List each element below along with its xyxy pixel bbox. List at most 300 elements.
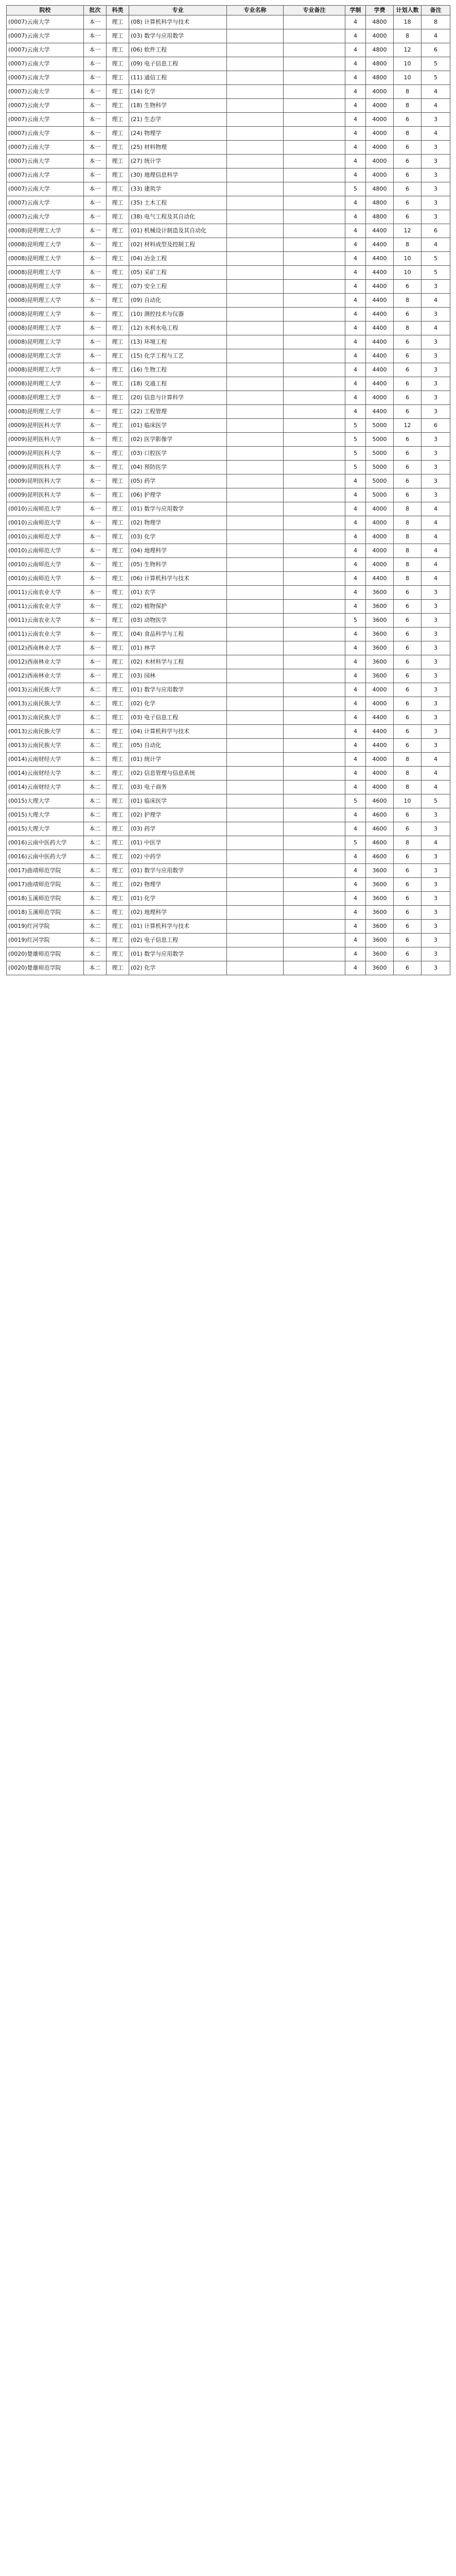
table-cell: (05) 采矿工程: [129, 266, 227, 280]
table-row: [7, 683, 450, 697]
table-cell: 3: [422, 113, 450, 127]
table-cell: [284, 391, 345, 405]
table-cell: [284, 433, 345, 447]
table-cell: (06) 软件工程: [129, 43, 227, 57]
table-cell: (0008)昆明理工大学: [7, 349, 84, 363]
table-cell: [284, 892, 345, 906]
table-cell: 4: [345, 224, 366, 238]
table-cell: 18: [394, 15, 422, 29]
table-cell: 5: [422, 71, 450, 85]
table-row: [7, 321, 450, 335]
table-cell: 本二: [84, 947, 107, 961]
table-cell: 3: [422, 628, 450, 641]
table-cell: 5: [345, 614, 366, 628]
table-cell: 6: [394, 447, 422, 461]
column-header: 计划人数: [394, 6, 422, 15]
table-cell: [284, 224, 345, 238]
table-cell: 3600: [366, 600, 394, 614]
table-cell: 本一: [84, 280, 107, 294]
table-cell: 3600: [366, 961, 394, 975]
table-cell: 3: [422, 488, 450, 502]
table-cell: 本二: [84, 850, 107, 864]
table-cell: 4: [345, 196, 366, 210]
table-row: [7, 363, 450, 377]
table-cell: 4: [422, 558, 450, 572]
table-cell: (0008)昆明理工大学: [7, 308, 84, 321]
table-cell: 6: [394, 739, 422, 753]
table-cell: 5: [345, 461, 366, 474]
table-cell: 6: [394, 961, 422, 975]
table-cell: 4: [345, 600, 366, 614]
table-cell: (0008)昆明理工大学: [7, 321, 84, 335]
table-cell: 4: [345, 155, 366, 168]
table-cell: 6: [394, 864, 422, 878]
table-row: [7, 767, 450, 781]
table-cell: 5: [422, 794, 450, 808]
table-cell: 8: [394, 127, 422, 141]
table-cell: [227, 600, 284, 614]
page: [0, 0, 456, 975]
table-cell: [227, 155, 284, 168]
table-cell: 4: [345, 127, 366, 141]
table-cell: 6: [394, 697, 422, 711]
table-cell: 本二: [84, 725, 107, 739]
table-cell: 理工: [107, 196, 129, 210]
table-cell: [284, 794, 345, 808]
table-cell: 5: [345, 182, 366, 196]
table-cell: 3: [422, 655, 450, 669]
table-cell: (14) 化学: [129, 85, 227, 99]
table-cell: 4: [345, 753, 366, 767]
table-cell: [227, 655, 284, 669]
table-cell: 3: [422, 614, 450, 628]
table-cell: 本一: [84, 628, 107, 641]
table-cell: 理工: [107, 628, 129, 641]
table-cell: (30) 地理信息科学: [129, 168, 227, 182]
table-row: [7, 794, 450, 808]
column-header: 院校: [7, 6, 84, 15]
table-cell: 4000: [366, 558, 394, 572]
table-cell: 6: [394, 655, 422, 669]
table-cell: (0008)昆明理工大学: [7, 280, 84, 294]
table-cell: 3600: [366, 934, 394, 947]
table-cell: (0017)曲靖师范学院: [7, 864, 84, 878]
table-cell: (0013)云南民族大学: [7, 739, 84, 753]
table-cell: 本一: [84, 586, 107, 600]
table-cell: [284, 725, 345, 739]
table-cell: 6: [394, 586, 422, 600]
table-cell: (0017)曲靖师范学院: [7, 878, 84, 892]
table-cell: 理工: [107, 252, 129, 266]
table-cell: 8: [422, 15, 450, 29]
table-cell: [227, 794, 284, 808]
table-row: [7, 920, 450, 934]
table-row: [7, 614, 450, 628]
table-cell: 理工: [107, 308, 129, 321]
table-cell: 3: [422, 669, 450, 683]
table-cell: (0010)云南师范大学: [7, 516, 84, 530]
table-cell: 理工: [107, 906, 129, 920]
table-cell: [284, 363, 345, 377]
table-cell: (04) 预防医学: [129, 461, 227, 474]
table-cell: 本二: [84, 906, 107, 920]
table-cell: 6: [394, 196, 422, 210]
table-cell: 本二: [84, 961, 107, 975]
table-cell: [227, 558, 284, 572]
table-cell: 4: [345, 934, 366, 947]
table-cell: 4000: [366, 697, 394, 711]
table-cell: [284, 99, 345, 113]
table-cell: 理工: [107, 419, 129, 433]
table-cell: 理工: [107, 377, 129, 391]
table-cell: 本一: [84, 558, 107, 572]
table-cell: (01) 中医学: [129, 836, 227, 850]
table-cell: (0009)昆明医科大学: [7, 474, 84, 488]
table-cell: 4: [422, 29, 450, 43]
table-cell: 12: [394, 224, 422, 238]
table-cell: 本一: [84, 544, 107, 558]
table-cell: 理工: [107, 739, 129, 753]
table-cell: 理工: [107, 947, 129, 961]
table-cell: 本一: [84, 321, 107, 335]
table-cell: 本一: [84, 113, 107, 127]
table-cell: 本一: [84, 308, 107, 321]
table-cell: 6: [394, 683, 422, 697]
table-cell: (03) 药学: [129, 822, 227, 836]
table-cell: 本一: [84, 196, 107, 210]
table-row: [7, 488, 450, 502]
table-cell: 3: [422, 405, 450, 419]
table-cell: 理工: [107, 767, 129, 781]
table-cell: [227, 488, 284, 502]
table-cell: (0010)云南师范大学: [7, 502, 84, 516]
table-cell: (0011)云南农业大学: [7, 600, 84, 614]
table-cell: 4: [345, 210, 366, 224]
table-cell: 理工: [107, 141, 129, 155]
table-row: [7, 335, 450, 349]
table-cell: [284, 711, 345, 725]
table-cell: [284, 43, 345, 57]
table-cell: 6: [394, 182, 422, 196]
table-row: [7, 127, 450, 141]
table-cell: 4: [345, 99, 366, 113]
table-cell: 3600: [366, 947, 394, 961]
table-row: [7, 252, 450, 266]
table-cell: 本一: [84, 294, 107, 308]
table-cell: [227, 711, 284, 725]
table-cell: (09) 自动化: [129, 294, 227, 308]
table-cell: 理工: [107, 641, 129, 655]
table-cell: 4600: [366, 822, 394, 836]
table-cell: [227, 753, 284, 767]
table-cell: [227, 294, 284, 308]
table-cell: (0020)楚雄师范学院: [7, 947, 84, 961]
table-cell: [284, 641, 345, 655]
table-cell: 4: [422, 572, 450, 586]
table-cell: 理工: [107, 349, 129, 363]
table-cell: (01) 临床医学: [129, 794, 227, 808]
table-cell: 3: [422, 377, 450, 391]
table-cell: 理工: [107, 878, 129, 892]
table-cell: 4: [345, 57, 366, 71]
table-cell: (0007)云南大学: [7, 43, 84, 57]
table-cell: 4: [345, 906, 366, 920]
table-cell: 本一: [84, 600, 107, 614]
table-cell: 6: [422, 224, 450, 238]
table-cell: [227, 447, 284, 461]
table-cell: 本二: [84, 711, 107, 725]
table-cell: 3: [422, 363, 450, 377]
table-cell: 本一: [84, 363, 107, 377]
table-cell: 3600: [366, 864, 394, 878]
table-cell: 本一: [84, 419, 107, 433]
table-cell: [284, 238, 345, 252]
table-cell: 理工: [107, 808, 129, 822]
table-cell: (0009)昆明医科大学: [7, 488, 84, 502]
table-cell: [284, 57, 345, 71]
table-cell: 本一: [84, 15, 107, 29]
table-cell: 3600: [366, 892, 394, 906]
table-cell: [284, 29, 345, 43]
table-cell: [284, 822, 345, 836]
table-cell: 4400: [366, 739, 394, 753]
table-cell: [284, 934, 345, 947]
table-cell: 5000: [366, 419, 394, 433]
table-cell: (0008)昆明理工大学: [7, 377, 84, 391]
table-cell: [227, 850, 284, 864]
table-cell: 本二: [84, 683, 107, 697]
table-row: [7, 961, 450, 975]
table-cell: (02) 电子信息工程: [129, 934, 227, 947]
table-cell: 本一: [84, 238, 107, 252]
table-cell: 本一: [84, 252, 107, 266]
table-cell: 4: [345, 947, 366, 961]
table-cell: 5: [345, 419, 366, 433]
table-cell: (33) 建筑学: [129, 182, 227, 196]
table-cell: [227, 433, 284, 447]
table-row: [7, 725, 450, 739]
table-cell: (0010)云南师范大学: [7, 530, 84, 544]
table-cell: 4000: [366, 516, 394, 530]
table-cell: 本二: [84, 781, 107, 794]
table-cell: (0008)昆明理工大学: [7, 391, 84, 405]
table-cell: 5000: [366, 474, 394, 488]
table-cell: 理工: [107, 71, 129, 85]
table-cell: 理工: [107, 530, 129, 544]
table-cell: [227, 628, 284, 641]
table-cell: [227, 572, 284, 586]
table-cell: (0008)昆明理工大学: [7, 266, 84, 280]
table-cell: (08) 计算机科学与技术: [129, 15, 227, 29]
table-cell: (0015)大理大学: [7, 822, 84, 836]
table-cell: (0014)云南财经大学: [7, 767, 84, 781]
table-cell: 3: [422, 433, 450, 447]
table-cell: 4: [345, 683, 366, 697]
table-cell: 4000: [366, 683, 394, 697]
column-header: 备注: [422, 6, 450, 15]
table-row: [7, 113, 450, 127]
table-cell: 4400: [366, 711, 394, 725]
table-cell: 4600: [366, 794, 394, 808]
table-cell: 4: [345, 141, 366, 155]
table-cell: [227, 127, 284, 141]
table-cell: 理工: [107, 85, 129, 99]
table-cell: [284, 572, 345, 586]
column-header: 批次: [84, 6, 107, 15]
table-cell: 4000: [366, 530, 394, 544]
table-row: [7, 739, 450, 753]
table-row: [7, 502, 450, 516]
table-cell: 4000: [366, 99, 394, 113]
table-cell: 理工: [107, 29, 129, 43]
table-cell: (04) 冶金工程: [129, 252, 227, 266]
table-cell: 8: [394, 238, 422, 252]
table-cell: 4: [345, 71, 366, 85]
table-cell: 4: [422, 502, 450, 516]
table-cell: 4: [422, 753, 450, 767]
table-cell: [227, 892, 284, 906]
table-row: [7, 71, 450, 85]
table-cell: [227, 238, 284, 252]
table-cell: 本一: [84, 224, 107, 238]
table-cell: 3: [422, 697, 450, 711]
table-cell: 5000: [366, 433, 394, 447]
table-cell: 4800: [366, 210, 394, 224]
table-cell: 3: [422, 641, 450, 655]
column-header: 专业名称: [227, 6, 284, 15]
table-cell: 8: [394, 572, 422, 586]
table-cell: [227, 516, 284, 530]
table-cell: (04) 地理科学: [129, 544, 227, 558]
table-cell: 4000: [366, 113, 394, 127]
table-cell: 理工: [107, 711, 129, 725]
table-cell: [284, 781, 345, 794]
table-cell: [284, 961, 345, 975]
table-cell: 理工: [107, 391, 129, 405]
table-cell: [227, 781, 284, 794]
table-cell: 3: [422, 308, 450, 321]
table-cell: 4: [345, 308, 366, 321]
table-cell: 3600: [366, 669, 394, 683]
table-cell: 4: [345, 252, 366, 266]
table-cell: 理工: [107, 558, 129, 572]
table-cell: 理工: [107, 586, 129, 600]
table-cell: 本一: [84, 405, 107, 419]
table-cell: [227, 349, 284, 363]
table-row: [7, 349, 450, 363]
table-cell: [284, 294, 345, 308]
table-cell: 4: [345, 168, 366, 182]
table-cell: 4: [345, 725, 366, 739]
table-cell: [227, 252, 284, 266]
table-cell: [227, 321, 284, 335]
table-cell: 本一: [84, 85, 107, 99]
table-cell: [284, 628, 345, 641]
table-cell: 理工: [107, 920, 129, 934]
table-cell: 3: [422, 683, 450, 697]
table-cell: [227, 43, 284, 57]
header-row: [7, 6, 450, 15]
table-cell: 本一: [84, 461, 107, 474]
table-cell: 3: [422, 196, 450, 210]
table-cell: (06) 护理学: [129, 488, 227, 502]
table-cell: [284, 196, 345, 210]
table-row: [7, 600, 450, 614]
table-cell: 本一: [84, 127, 107, 141]
table-cell: (02) 植物保护: [129, 600, 227, 614]
table-cell: 6: [394, 892, 422, 906]
table-cell: (01) 统计学: [129, 753, 227, 767]
table-cell: [284, 321, 345, 335]
table-cell: 4: [422, 767, 450, 781]
table-cell: 4: [345, 405, 366, 419]
table-cell: 本二: [84, 808, 107, 822]
table-cell: (0007)云南大学: [7, 141, 84, 155]
table-cell: [227, 920, 284, 934]
table-cell: [284, 335, 345, 349]
table-cell: 4400: [366, 252, 394, 266]
table-cell: 3600: [366, 586, 394, 600]
table-cell: 4: [345, 363, 366, 377]
table-cell: 理工: [107, 781, 129, 794]
table-cell: 8: [394, 85, 422, 99]
table-cell: 4000: [366, 544, 394, 558]
table-cell: 4: [345, 822, 366, 836]
table-cell: 4: [345, 29, 366, 43]
table-cell: (0019)红河学院: [7, 934, 84, 947]
table-cell: 6: [394, 113, 422, 127]
table-cell: (18) 生物科学: [129, 99, 227, 113]
table-cell: 4000: [366, 29, 394, 43]
table-cell: 8: [394, 516, 422, 530]
table-cell: (0009)昆明医科大学: [7, 433, 84, 447]
table-cell: 4000: [366, 753, 394, 767]
table-row: [7, 878, 450, 892]
table-cell: [284, 544, 345, 558]
table-cell: 5000: [366, 461, 394, 474]
table-cell: 理工: [107, 474, 129, 488]
table-cell: 3: [422, 808, 450, 822]
table-cell: 4: [422, 836, 450, 850]
table-cell: [227, 29, 284, 43]
table-cell: 4: [345, 294, 366, 308]
table-cell: [284, 461, 345, 474]
table-cell: [227, 308, 284, 321]
table-cell: 4: [345, 586, 366, 600]
table-cell: 4400: [366, 280, 394, 294]
table-cell: (09) 电子信息工程: [129, 57, 227, 71]
table-cell: 理工: [107, 572, 129, 586]
table-cell: [227, 71, 284, 85]
table-cell: (15) 化学工程与工艺: [129, 349, 227, 363]
table-cell: 本二: [84, 920, 107, 934]
table-cell: 本一: [84, 155, 107, 168]
table-cell: (16) 生物工程: [129, 363, 227, 377]
table-cell: 本一: [84, 433, 107, 447]
table-cell: 4: [345, 266, 366, 280]
table-cell: (0008)昆明理工大学: [7, 405, 84, 419]
table-cell: 本二: [84, 794, 107, 808]
table-cell: 本一: [84, 655, 107, 669]
table-cell: [227, 405, 284, 419]
table-cell: 8: [394, 544, 422, 558]
table-cell: 6: [394, 920, 422, 934]
table-cell: (04) 食品科学与工程: [129, 628, 227, 641]
table-cell: (0007)云南大学: [7, 71, 84, 85]
table-cell: (35) 土木工程: [129, 196, 227, 210]
table-row: [7, 308, 450, 321]
table-cell: 本一: [84, 488, 107, 502]
